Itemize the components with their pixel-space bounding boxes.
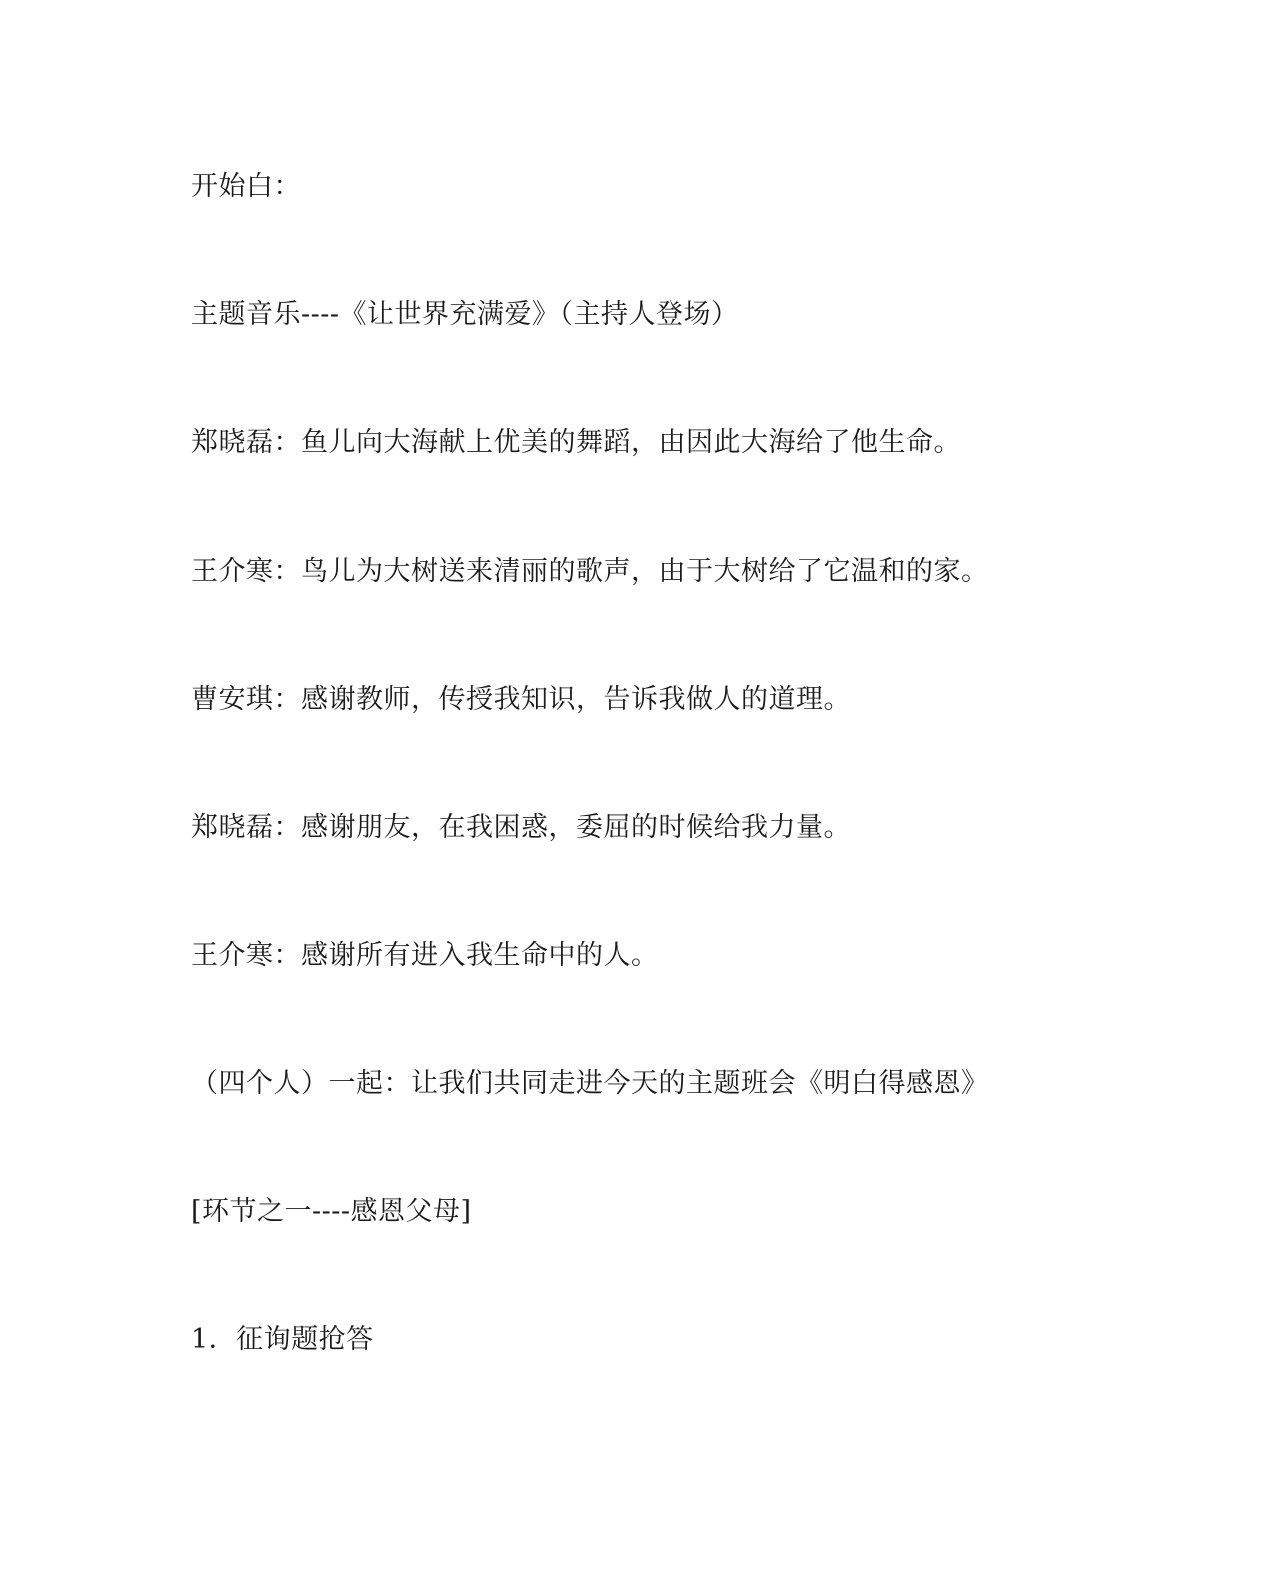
dialogue-line: 王介寒：鸟儿为大树送来清丽的歌声，由于大树给了它温和的家。 xyxy=(191,556,989,587)
numbered-item: 1．征询题抢答 xyxy=(191,1324,374,1355)
section-heading: [环节之一----感恩父母] xyxy=(191,1196,472,1227)
theme-music-line: 主题音乐----《让世界充满爱》（主持人登场） xyxy=(191,299,739,330)
dialogue-line: 王介寒：感谢所有进入我生命中的人。 xyxy=(191,940,659,971)
dialogue-line: 郑晓磊：感谢朋友，在我困惑，委屈的时候给我力量。 xyxy=(191,812,851,843)
dialogue-line: 郑晓磊：鱼儿向大海献上优美的舞蹈，由因此大海给了他生命。 xyxy=(191,427,961,458)
group-dialogue-line: （四个人）一起：让我们共同走进今天的主题班会《明白得感恩》 xyxy=(191,1068,989,1099)
dialogue-line: 曹安琪：感谢教师，传授我知识，告诉我做人的道理。 xyxy=(191,684,851,715)
opening-heading: 开始白： xyxy=(191,171,301,202)
